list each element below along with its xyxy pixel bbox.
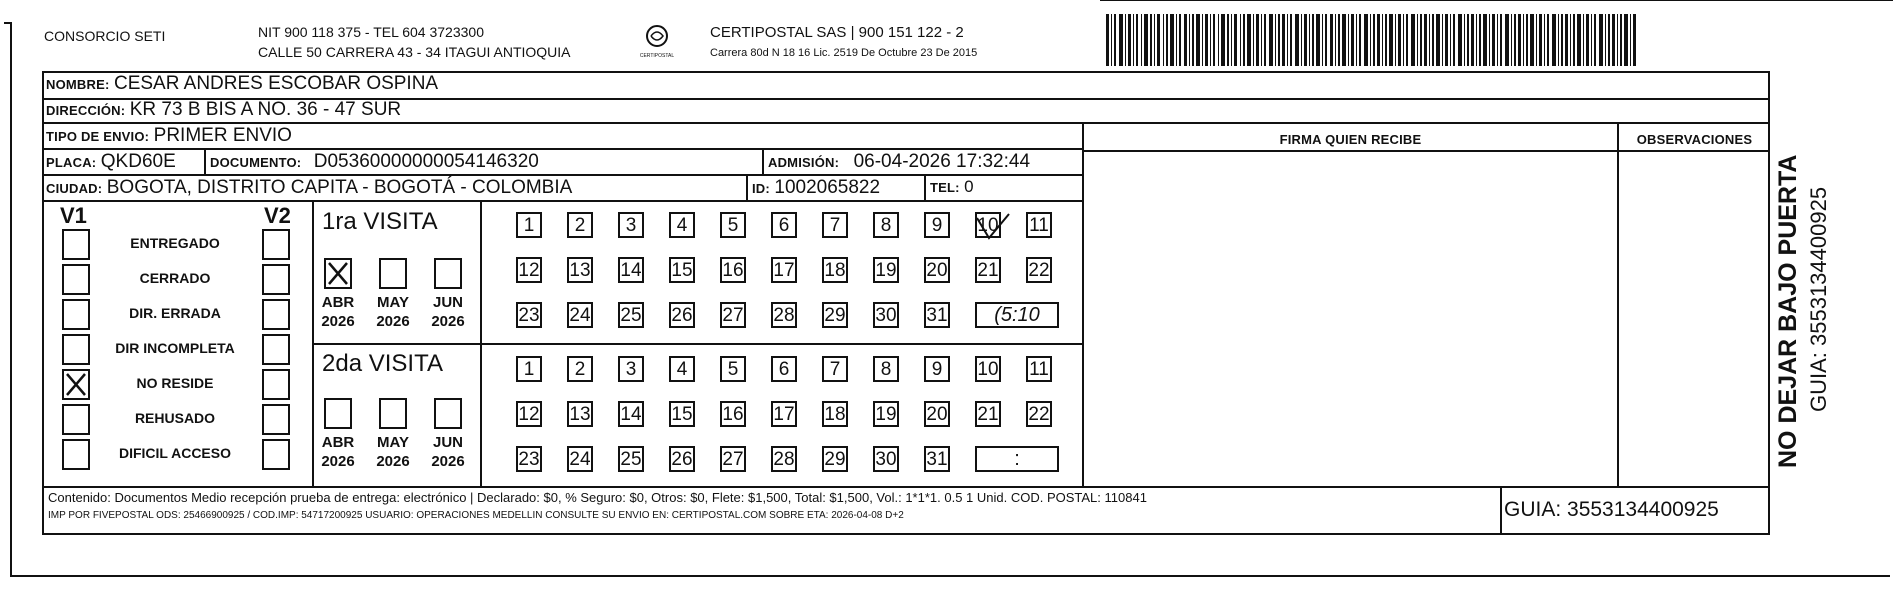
status-label: DIR. ERRADA xyxy=(129,305,221,321)
id-value: 1002065822 xyxy=(774,177,881,198)
observaciones-header: OBSERVACIONES xyxy=(1636,132,1753,147)
visit1-month-label xyxy=(318,293,358,331)
visit2-day-box[interactable]: 19 xyxy=(873,401,899,427)
visit2-time-box[interactable]: : xyxy=(975,446,1059,472)
visit2-title: 2da VISITA xyxy=(322,350,443,377)
month-year: 2026 xyxy=(431,313,465,330)
visit1-day-box[interactable]: 5 xyxy=(720,212,746,238)
visit1-month-label xyxy=(373,293,413,331)
month-name: JUN xyxy=(432,434,463,451)
nit-line: NIT 900 118 375 - TEL 604 3723300 xyxy=(258,24,484,40)
visit2-day-box[interactable]: 20 xyxy=(924,401,950,427)
visit1-day-box[interactable]: 17 xyxy=(771,257,797,283)
status-v2-checkbox[interactable] xyxy=(262,229,290,260)
visit2-day-box[interactable]: 6 xyxy=(771,356,797,382)
status-v2-checkbox[interactable] xyxy=(262,404,290,435)
visit1-month-checkbox[interactable] xyxy=(434,258,462,289)
tipo-row xyxy=(46,125,292,147)
nombre-label: NOMBRE: xyxy=(46,77,110,92)
visit2-day-box[interactable]: 17 xyxy=(771,401,797,427)
direccion-label: DIRECCIÓN: xyxy=(46,103,126,118)
visit2-day-box[interactable]: 29 xyxy=(822,446,848,472)
direccion-row xyxy=(46,99,401,121)
top-border-line xyxy=(1100,0,1893,1)
visit2-day-box[interactable]: 14 xyxy=(618,401,644,427)
month-year: 2026 xyxy=(321,313,355,330)
company-name: CONSORCIO SETI xyxy=(44,28,166,44)
visit2-month-checkbox[interactable] xyxy=(434,398,462,429)
visit1-day-box[interactable]: 16 xyxy=(720,257,746,283)
visit2-month-label xyxy=(318,433,358,471)
visit1-day-box[interactable]: 12 xyxy=(516,257,542,283)
visit2-day-box[interactable]: 1 xyxy=(516,356,542,382)
status-v2-checkbox[interactable] xyxy=(262,264,290,295)
visit2-day-box[interactable]: 31 xyxy=(924,446,950,472)
visit1-day-box[interactable]: 14 xyxy=(618,257,644,283)
barcode-image xyxy=(1106,14,1636,66)
status-v2-checkbox[interactable] xyxy=(262,369,290,400)
side-guia: GUIA: 3553134400925 xyxy=(1806,186,1831,412)
visit2-day-box[interactable]: 21 xyxy=(975,401,1001,427)
footer-contenido: Contenido: Documentos Medio recepción prueba de entrega: electrónico | Declarado: $0, % Seguro: $0, Otros: $0, Flete: $1,500, Total: $1,500, Vol.: 1*1*1. 0.5 1 Unid. COD. POSTAL: 110841 xyxy=(48,490,1147,505)
firma-col-line xyxy=(1082,122,1084,486)
direccion-value: KR 73 B BIS A NO. 36 - 47 SUR xyxy=(129,99,402,120)
visit1-day-box[interactable]: 8 xyxy=(873,212,899,238)
tel-value: 0 xyxy=(964,177,974,196)
visit1-month-label xyxy=(428,293,468,331)
guia-box-divider xyxy=(1500,486,1502,535)
visit1-day-box[interactable]: 2 xyxy=(567,212,593,238)
address-line: CALLE 50 CARRERA 43 - 34 ITAGUI ANTIOQUIA xyxy=(258,44,571,60)
visit1-month-checkbox[interactable] xyxy=(324,258,352,289)
visit1-day-box[interactable]: 23 xyxy=(516,302,542,328)
tipo-value: PRIMER ENVIO xyxy=(153,125,292,146)
bottom-border-line xyxy=(10,575,1890,577)
visit2-day-box[interactable]: 3 xyxy=(618,356,644,382)
ciudad-label: CIUDAD: xyxy=(46,181,103,196)
month-year: 2026 xyxy=(321,453,355,470)
visit1-day-box[interactable]: 19 xyxy=(873,257,899,283)
ciudad-cell xyxy=(46,177,572,199)
month-year: 2026 xyxy=(431,453,465,470)
visit1-day-box[interactable]: 21 xyxy=(975,257,1001,283)
x-mark-icon xyxy=(326,260,350,287)
visit2-day-box[interactable]: 18 xyxy=(822,401,848,427)
visit2-day-box[interactable]: 28 xyxy=(771,446,797,472)
visit2-day-box[interactable]: 23 xyxy=(516,446,542,472)
id-label: ID: xyxy=(752,181,770,196)
status-v2-checkbox[interactable] xyxy=(262,299,290,330)
row-line xyxy=(42,174,1084,176)
documento-value: D05360000000054146320 xyxy=(313,151,539,172)
v2-label: V2 xyxy=(264,203,291,228)
visit1-day-box[interactable]: 15 xyxy=(669,257,695,283)
visit2-day-box[interactable]: 27 xyxy=(720,446,746,472)
day-number: 10 xyxy=(977,215,999,236)
license-line: Carrera 80d N 18 16 Lic. 2519 De Octubre 23 De 2015 xyxy=(710,47,978,59)
visit1-title: 1ra VISITA xyxy=(322,208,438,235)
visit2-day-box[interactable]: 10 xyxy=(975,356,1001,382)
id-divider xyxy=(746,174,748,200)
left-border-top-tick xyxy=(4,22,12,24)
visit2-day-box[interactable]: 13 xyxy=(567,401,593,427)
nombre-value: CESAR ANDRES ESCOBAR OSPINA xyxy=(113,73,439,94)
nombre-row xyxy=(46,73,438,95)
certipostal-line: CERTIPOSTAL SAS | 900 151 122 - 2 xyxy=(710,24,964,41)
status-v2-checkbox[interactable] xyxy=(262,334,290,365)
row-line xyxy=(42,148,1084,150)
left-border-mark xyxy=(10,22,12,577)
visit2-month-label xyxy=(373,433,413,471)
no-dejar-bajo-puerta: NO DEJAR BAJO PUERTA xyxy=(1774,154,1802,468)
certipostal-logo xyxy=(636,24,678,62)
tel-label: TEL: xyxy=(930,180,960,195)
admision-value: 06-04-2026 17:32:44 xyxy=(853,151,1031,172)
visit2-month-label xyxy=(428,433,468,471)
visit1-day-box[interactable]: 4 xyxy=(669,212,695,238)
month-year: 2026 xyxy=(376,453,410,470)
placa-label: PLACA: xyxy=(46,155,97,170)
admision-divider xyxy=(762,148,764,174)
visit1-day-box[interactable]: 20 xyxy=(924,257,950,283)
visit2-day-box[interactable]: 8 xyxy=(873,356,899,382)
visit2-day-box[interactable]: 15 xyxy=(669,401,695,427)
visit2-day-box[interactable]: 16 xyxy=(720,401,746,427)
status-label: ENTREGADO xyxy=(130,235,220,251)
status-v2-checkbox[interactable] xyxy=(262,439,290,470)
ciudad-value: BOGOTA, DISTRITO CAPITA - BOGOTÁ - COLOMBIA xyxy=(106,177,573,198)
visit-divider xyxy=(312,343,1084,345)
placa-value: QKD60E xyxy=(100,151,176,172)
v1-label: V1 xyxy=(60,203,87,228)
visit2-day-box[interactable]: 11 xyxy=(1026,356,1052,382)
visit1-day-box[interactable]: 6 xyxy=(771,212,797,238)
visit1-day-box[interactable]: 1 xyxy=(516,212,542,238)
check-mark-icon xyxy=(973,208,1011,242)
documento-cell xyxy=(210,151,539,173)
visit2-day-box[interactable]: 12 xyxy=(516,401,542,427)
visit2-day-box[interactable]: 30 xyxy=(873,446,899,472)
month-name: ABR xyxy=(321,294,355,311)
status-label: REHUSADO xyxy=(134,410,216,426)
footer-line xyxy=(42,486,1770,488)
status-label: DIR INCOMPLETA xyxy=(115,340,235,356)
visit1-day-box[interactable]: 29 xyxy=(822,302,848,328)
visit1-day-box[interactable]: 22 xyxy=(1026,257,1052,283)
visit1-month-checkbox[interactable] xyxy=(379,258,407,289)
visit1-day-box[interactable]: 31 xyxy=(924,302,950,328)
obs-col-line xyxy=(1617,122,1619,486)
visit1-time-box[interactable]: (5:10 xyxy=(975,302,1059,328)
logo-caption: CERTIPOSTAL xyxy=(639,53,675,59)
visit1-day-box[interactable]: 7 xyxy=(822,212,848,238)
placa-divider xyxy=(204,148,206,174)
status-label: NO RESIDE xyxy=(136,375,214,391)
status-label: CERRADO xyxy=(139,270,211,286)
visit2-day-box[interactable]: 5 xyxy=(720,356,746,382)
visit1-day-box[interactable]: 24 xyxy=(567,302,593,328)
month-name: MAY xyxy=(377,294,409,311)
visit2-month-checkbox[interactable] xyxy=(379,398,407,429)
footer-guia: GUIA: 3553134400925 xyxy=(1504,498,1719,521)
tel-cell xyxy=(930,177,974,197)
visit1-day-box[interactable]: 11 xyxy=(1026,212,1052,238)
visit1-day-box[interactable]: 28 xyxy=(771,302,797,328)
admision-cell xyxy=(768,151,1030,173)
visit2-month-checkbox[interactable] xyxy=(324,398,352,429)
firma-header: FIRMA QUIEN RECIBE xyxy=(1279,132,1422,147)
logo-mark-icon xyxy=(643,24,671,48)
visit1-day-box[interactable]: 25 xyxy=(618,302,644,328)
visit1-day-box[interactable]: 9 xyxy=(924,212,950,238)
visit1-day-box[interactable]: 13 xyxy=(567,257,593,283)
visit2-day-box[interactable]: 9 xyxy=(924,356,950,382)
visit2-day-box[interactable]: 2 xyxy=(567,356,593,382)
visit1-day-box[interactable]: 3 xyxy=(618,212,644,238)
id-cell xyxy=(752,177,880,199)
visit1-day-box[interactable]: 18 xyxy=(822,257,848,283)
month-name: JUN xyxy=(432,294,463,311)
visit2-day-box[interactable]: 22 xyxy=(1026,401,1052,427)
row-line xyxy=(42,200,1084,202)
month-year: 2026 xyxy=(376,313,410,330)
tel-divider xyxy=(924,174,926,200)
visit2-day-box[interactable]: 7 xyxy=(822,356,848,382)
placa-cell xyxy=(46,151,176,173)
row-line xyxy=(1082,150,1770,152)
visit2-day-box[interactable]: 26 xyxy=(669,446,695,472)
month-name: ABR xyxy=(321,434,355,451)
status-label: DIFICIL ACCESO xyxy=(118,445,231,461)
visit1-day-box[interactable]: 30 xyxy=(873,302,899,328)
tipo-label: TIPO DE ENVIO: xyxy=(46,129,150,144)
row-line xyxy=(42,122,1770,124)
month-name: MAY xyxy=(377,434,409,451)
visit1-day-box[interactable]: 26 xyxy=(669,302,695,328)
visit2-day-box[interactable]: 4 xyxy=(669,356,695,382)
visit1-day-box[interactable] xyxy=(975,212,1001,238)
documento-label: DOCUMENTO: xyxy=(210,155,302,170)
visit1-day-box[interactable]: 27 xyxy=(720,302,746,328)
admision-label: ADMISIÓN: xyxy=(768,155,840,170)
visit2-day-box[interactable]: 25 xyxy=(618,446,644,472)
visit2-day-box[interactable]: 24 xyxy=(567,446,593,472)
footer-imp: IMP POR FIVEPOSTAL ODS: 25466900925 / COD.IMP: 54717200925 USUARIO: OPERACIONES MEDELLIN CONSULTE SU ENVIO EN: CERTIPOSTAL.COM SOBRE ETA: 2026-04-08 D+2 xyxy=(48,510,904,521)
